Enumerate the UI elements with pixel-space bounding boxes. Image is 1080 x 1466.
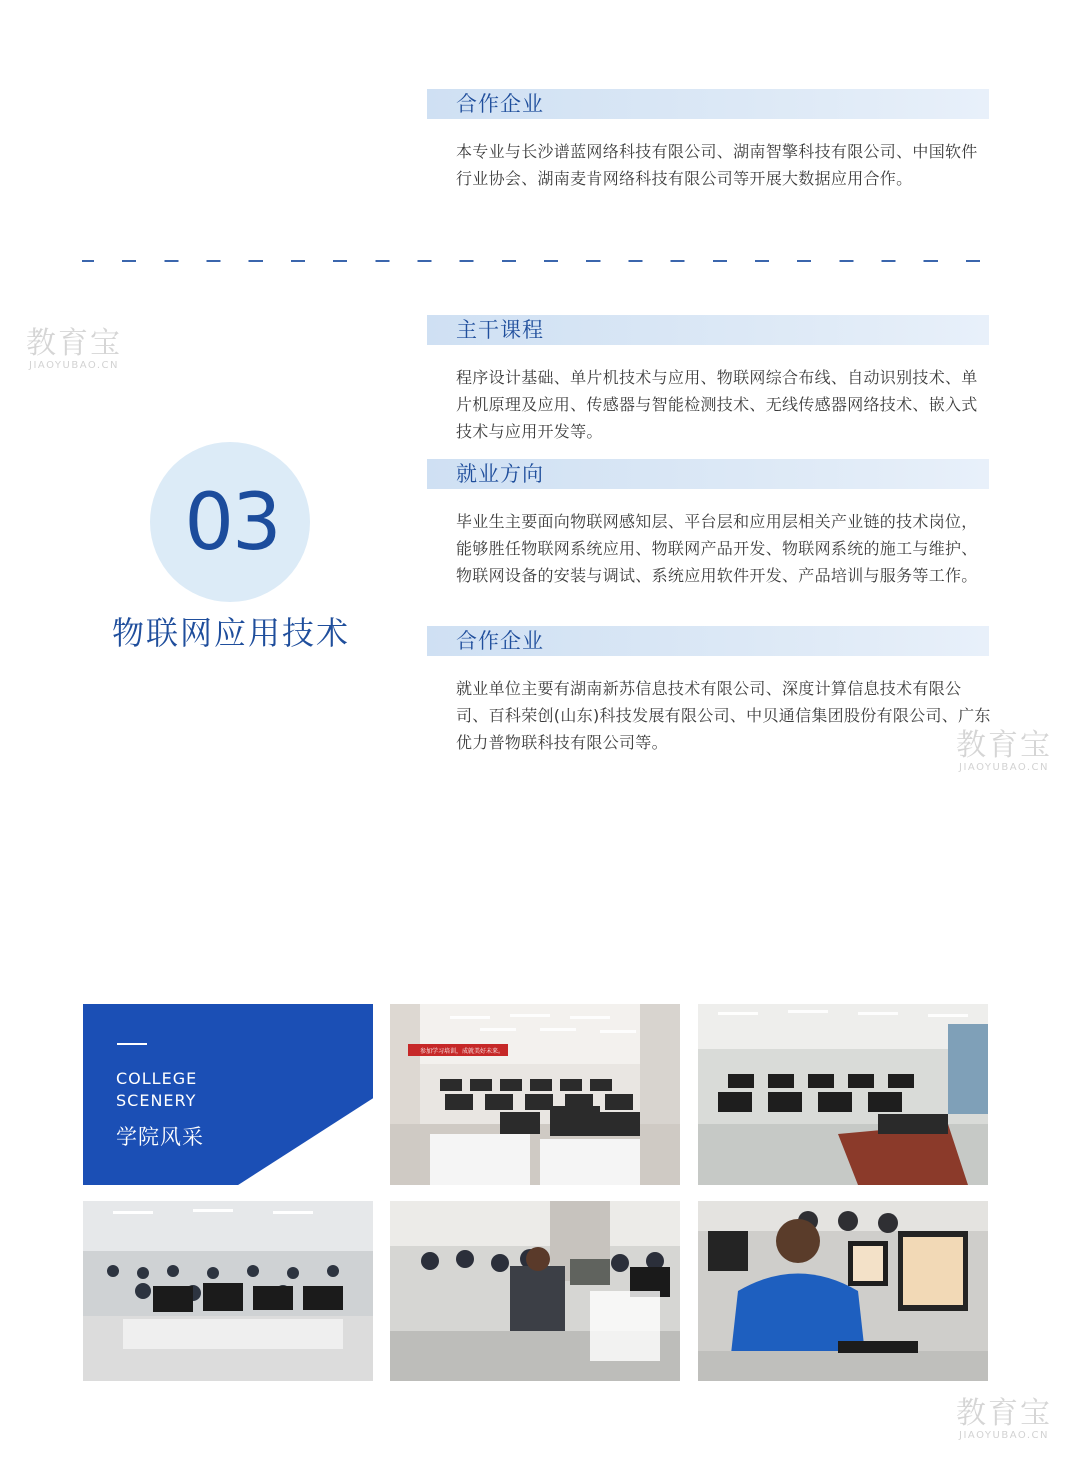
photo-students-closeup [698,1201,988,1381]
section-header-employment [427,459,989,489]
scenery-en-line1: COLLEGE [116,1069,198,1088]
section-body-employment: 毕业生主要面向物联网感知层、平台层和应用层相关产业链的技术岗位，能够胜任物联网系统应用、物联网产品开发、物联网系统的施工与维护、物联网设备的安装与调试、系统应用软件开发、产品培训与服务等工作。 [456,512,978,585]
watermark-text: 教育宝 [956,728,1052,763]
section-body-partners: 本专业与长沙谱蓝网络科技有限公司、湖南智擎科技有限公司、中国软件行业协会、湖南麦肯网络科技有限公司等开展大数据应用合作。 [456,142,978,188]
photo-students-class-1 [83,1201,373,1381]
scenery-english-title [116,1068,197,1112]
scenery-en-line2: SCENERY [116,1091,197,1110]
watermark-logo [944,730,1064,774]
photo-computer-lab-1 [390,1004,680,1185]
college-scenery-panel [83,1004,373,1185]
watermark-url: JIAOYUBAO.CN [29,360,119,371]
section-heading: 合作企业 [456,92,544,116]
watermark-text: 教育宝 [26,326,122,361]
section-heading: 就业方向 [456,462,544,486]
watermark-logo [14,328,134,372]
accent-line [117,1043,147,1045]
photo-computer-lab-2 [698,1004,988,1185]
watermark-logo [944,1398,1064,1442]
major-title: 物联网应用技术 [111,614,350,652]
section-heading: 合作企业 [456,629,544,653]
section-body-courses: 程序设计基础、单片机技术与应用、物联网综合布线、自动识别技术、单片机原理及应用、传感器与智能检测技术、无线传感器网络技术、嵌入式技术与应用开发等。 [456,368,978,441]
photo-students-class-2 [390,1201,680,1381]
banner-text: 参加学习培训，成就美好未来。 [420,1048,505,1055]
section-header-partners [427,89,989,119]
corner-cutout [235,1097,373,1185]
section-header-courses [427,315,989,345]
section-header-employers [427,626,989,656]
scenery-chinese-title: 学院风采 [116,1125,204,1149]
watermark-text: 教育宝 [956,1396,1052,1431]
section-body-employers: 就业单位主要有湖南新苏信息技术有限公司、深度计算信息技术有限公司、百科荣创(山东)科技发展有限公司、中贝通信集团股份有限公司、广东优力普物联科技有限公司等。 [456,679,991,752]
section-heading: 主干课程 [456,318,544,342]
major-number: 03 [184,478,280,568]
dashed-divider [82,260,992,262]
watermark-url: JIAOYUBAO.CN [959,762,1049,773]
watermark-url: JIAOYUBAO.CN [959,1430,1049,1441]
